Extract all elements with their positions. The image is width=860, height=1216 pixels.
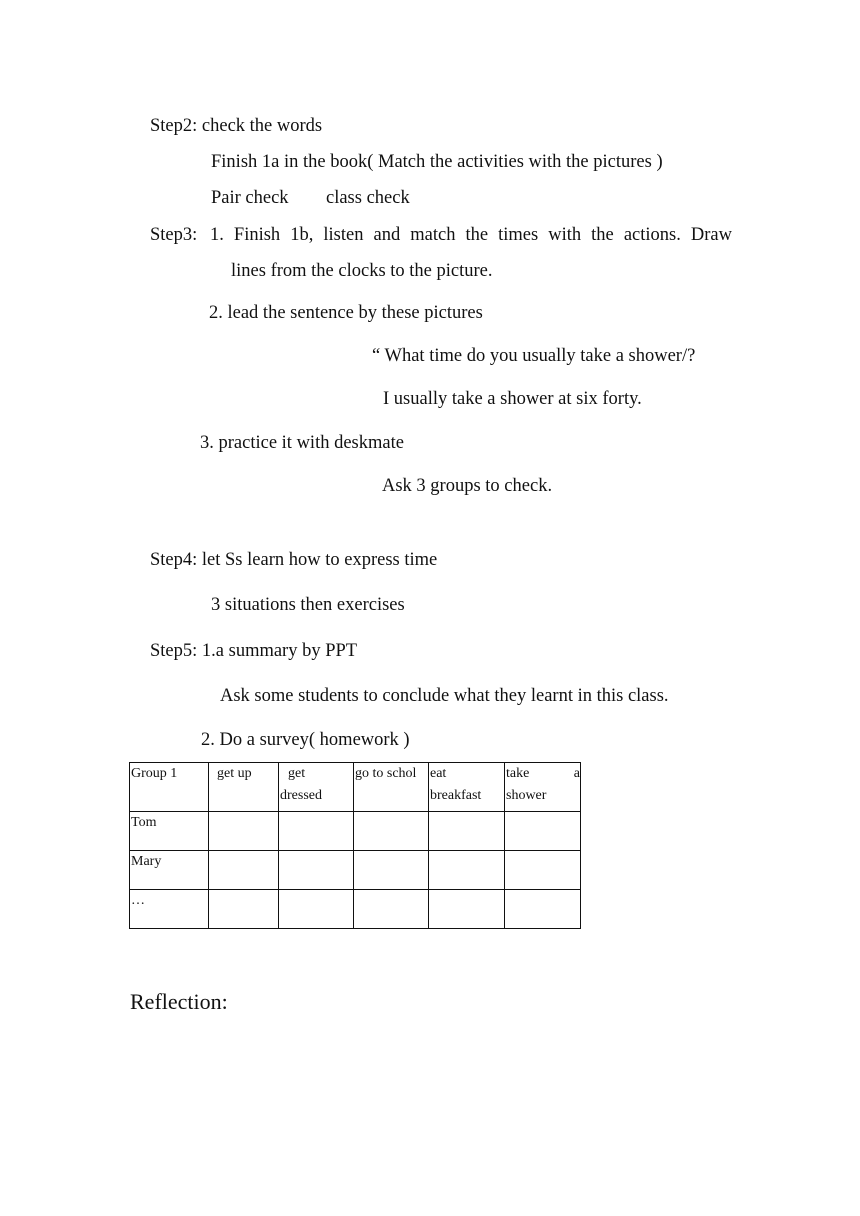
- header-go-to-school-label: go to schol: [355, 766, 417, 781]
- header-eat-breakfast: [429, 763, 505, 812]
- header-take-word: take: [506, 766, 530, 781]
- step3-label: Step3:: [150, 225, 198, 245]
- row-name-cell: [130, 851, 209, 890]
- step5-heading: Step5: 1.a summary by PPT: [150, 641, 358, 661]
- step3-item3-check: Ask 3 groups to check.: [382, 476, 553, 496]
- survey-table: [129, 762, 581, 929]
- header-get-dressed: [279, 763, 354, 812]
- step3-item1-word: and: [373, 225, 401, 245]
- header-get-dressed-line1: get: [288, 766, 306, 781]
- header-take-line1: [506, 763, 580, 785]
- header-take-article: a: [573, 766, 580, 781]
- header-take-line2: shower: [506, 788, 547, 803]
- header-get-dressed-line2: dressed: [280, 788, 322, 803]
- empty-cell: [429, 812, 505, 851]
- step2-heading: Step2: check the words: [150, 116, 323, 136]
- step5-line1: Ask some students to conclude what they learnt in this class.: [220, 686, 669, 706]
- empty-cell: [279, 812, 354, 851]
- step3-item1-word: 1.: [210, 225, 224, 245]
- row-name-cell: [130, 812, 209, 851]
- empty-cell: [354, 812, 429, 851]
- header-go-to-school: [354, 763, 429, 812]
- step3-item1-word: Draw: [690, 225, 732, 245]
- step3-item1-word: 1b,: [290, 225, 314, 245]
- step2-class-check: class check: [326, 188, 410, 208]
- step3-item1-word: with: [548, 225, 582, 245]
- empty-cell: [429, 851, 505, 890]
- header-get-up: [209, 763, 279, 812]
- step3-item1-word: the: [465, 225, 489, 245]
- reflection-heading: Reflection:: [130, 989, 228, 1014]
- empty-cell: [209, 812, 279, 851]
- empty-cell: [505, 812, 581, 851]
- header-group-label: Group 1: [131, 766, 178, 781]
- step3-item1: [210, 224, 732, 246]
- empty-cell: [279, 851, 354, 890]
- table-header-row: [130, 763, 581, 812]
- step3-item3: 3. practice it with deskmate: [200, 433, 404, 453]
- row-name: Tom: [131, 815, 157, 830]
- step3-item1-word: times: [498, 225, 539, 245]
- step4-line1: 3 situations then exercises: [211, 595, 405, 615]
- empty-cell: [505, 851, 581, 890]
- step3-item1-word: listen: [323, 225, 364, 245]
- row-name: Mary: [131, 854, 162, 869]
- step5-item2: 2. Do a survey( homework ): [201, 730, 410, 750]
- header-eat-line2: breakfast: [430, 788, 482, 803]
- step3-item2: 2. lead the sentence by these pictures: [209, 303, 483, 323]
- table-row: [130, 851, 581, 890]
- empty-cell: [279, 890, 354, 929]
- step4-heading: Step4: let Ss learn how to express time: [150, 550, 438, 570]
- step3-item1-word: match: [410, 225, 456, 245]
- header-take-shower: [505, 763, 581, 812]
- empty-cell: [505, 890, 581, 929]
- step2-pair-check: Pair check: [211, 188, 289, 208]
- empty-cell: [209, 890, 279, 929]
- empty-cell: [429, 890, 505, 929]
- step3-item1-word: actions.: [623, 225, 681, 245]
- step3-item1-continuation: lines from the clocks to the picture.: [231, 261, 493, 281]
- step3-item1-word: the: [591, 225, 614, 245]
- empty-cell: [209, 851, 279, 890]
- step3-question: “ What time do you usually take a shower/?: [372, 346, 696, 366]
- table-row: [130, 890, 581, 929]
- step2-instruction: Finish 1a in the book( Match the activities with the pictures ): [211, 152, 663, 172]
- step3-answer: I usually take a shower at six forty.: [383, 389, 642, 409]
- header-get-up-label: get up: [217, 766, 252, 781]
- row-name-cell: [130, 890, 209, 929]
- table-row: [130, 812, 581, 851]
- empty-cell: [354, 890, 429, 929]
- step3-item1-word: Finish: [233, 225, 281, 245]
- row-name: …: [131, 893, 145, 908]
- header-eat-line1: eat: [430, 766, 447, 781]
- empty-cell: [354, 851, 429, 890]
- header-group: [130, 763, 209, 812]
